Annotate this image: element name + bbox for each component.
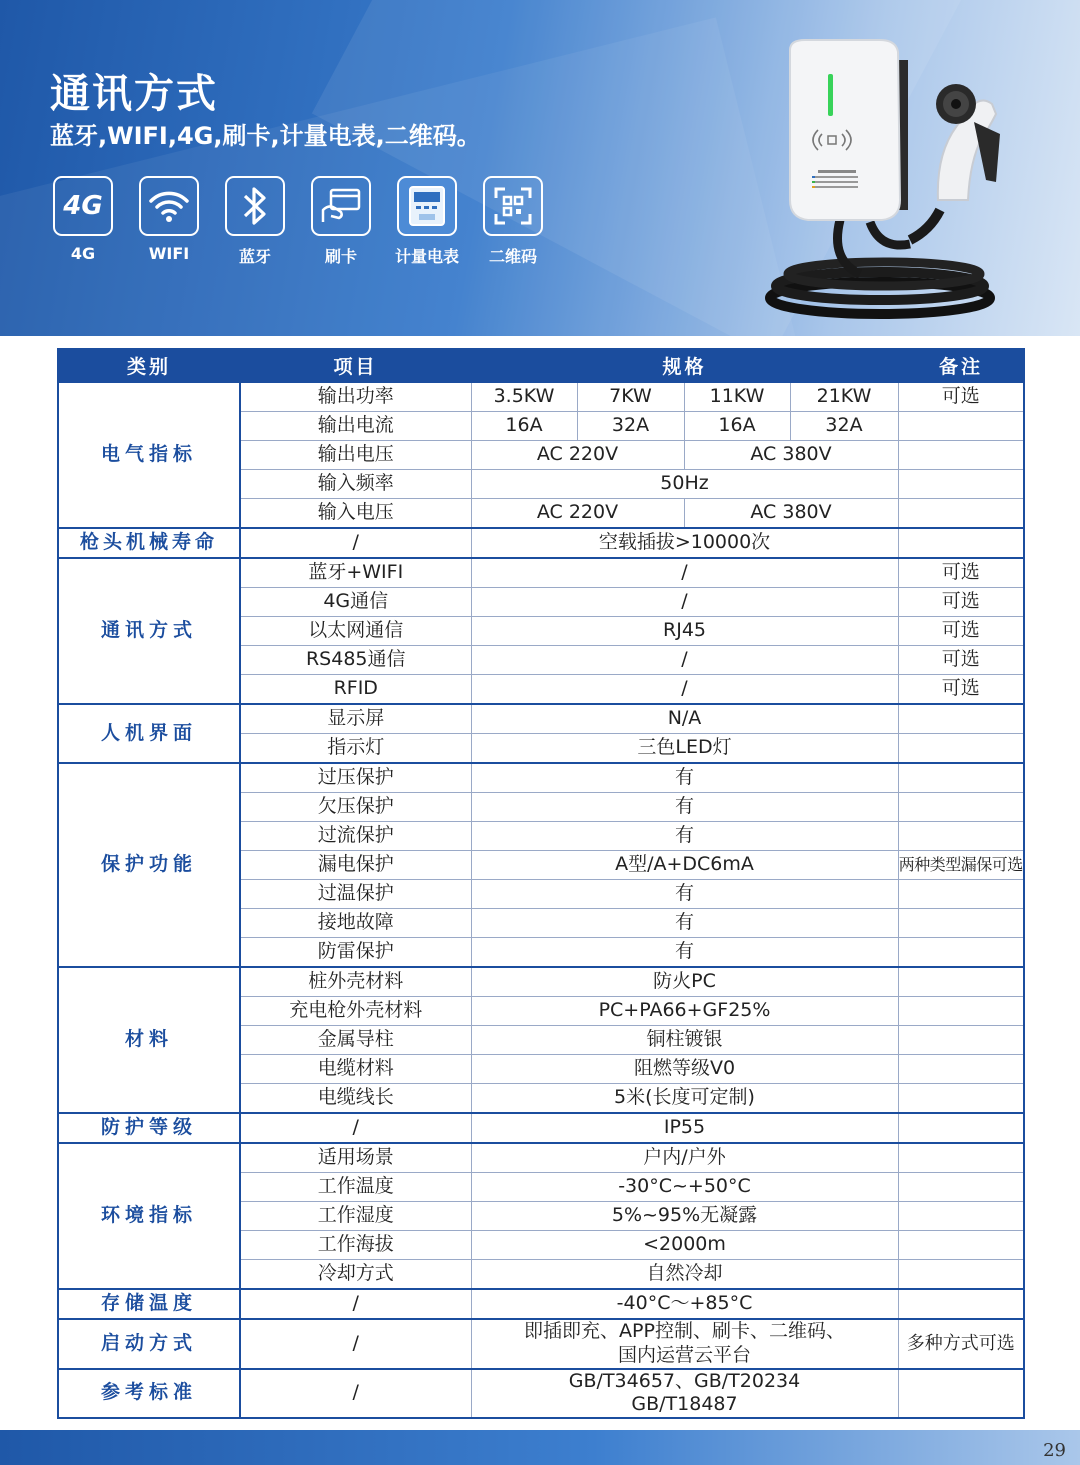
icon-item-4g — [50, 176, 116, 263]
spec-cell: A型/A+DC6mA — [471, 851, 898, 880]
footer-band — [0, 1430, 1080, 1465]
spec-cell: IP55 — [471, 1113, 898, 1143]
spec-cell: / — [471, 675, 898, 705]
item-cell: 防雷保护 — [240, 938, 471, 968]
item-cell: 冷却方式 — [240, 1260, 471, 1290]
icon-label: 蓝牙 — [238, 247, 271, 266]
spec-table — [57, 348, 1025, 1419]
spec-line: 国内运营云平台 — [618, 1343, 752, 1366]
table-row — [58, 704, 1024, 734]
item-cell: / — [240, 1289, 471, 1319]
spec-cell: PC+PA66+GF25% — [471, 997, 898, 1026]
spec-cell: 有 — [471, 763, 898, 793]
spec-cell: 32A — [577, 412, 684, 441]
spec-cell: AC 380V — [684, 441, 898, 470]
note-cell: 可选 — [898, 675, 1024, 705]
spec-cell: RJ45 — [471, 617, 898, 646]
spec-cell: 空载插拔>10000次 — [471, 528, 898, 558]
item-cell: 蓝牙+WIFI — [240, 558, 471, 588]
spec-cell: AC 380V — [684, 499, 898, 529]
table-row — [58, 1113, 1024, 1143]
item-cell: 输入频率 — [240, 470, 471, 499]
spec-cell: -30°C~+50°C — [471, 1173, 898, 1202]
note-cell — [898, 1369, 1024, 1419]
note-cell — [898, 1231, 1024, 1260]
icon-label: WIFI — [148, 244, 190, 263]
spec-cell: / — [471, 588, 898, 617]
category-comm: 通讯方式 — [58, 558, 240, 704]
spec-line: GB/T18487 — [631, 1393, 738, 1416]
item-cell: 4G通信 — [240, 588, 471, 617]
header-banner — [0, 0, 1080, 336]
item-cell: 漏电保护 — [240, 851, 471, 880]
note-cell: 可选 — [898, 382, 1024, 412]
spec-cell — [471, 1369, 898, 1419]
category-material: 材料 — [58, 967, 240, 1113]
item-cell: 充电枪外壳材料 — [240, 997, 471, 1026]
note-cell: 多种方式可选 — [898, 1319, 1024, 1369]
category-electrical: 电气指标 — [58, 382, 240, 528]
card-swipe-icon — [311, 176, 371, 236]
table-row — [58, 763, 1024, 793]
item-cell: RFID — [240, 675, 471, 705]
spec-cell: <2000m — [471, 1231, 898, 1260]
spec-cell: 7KW — [577, 382, 684, 412]
spec-cell: 有 — [471, 938, 898, 968]
spec-cell: 有 — [471, 880, 898, 909]
header-spec: 规格 — [471, 349, 898, 382]
table-row — [58, 558, 1024, 588]
page-number: 29 — [1043, 1440, 1066, 1461]
qr-code-icon — [483, 176, 543, 236]
item-cell: 过流保护 — [240, 822, 471, 851]
icon-item-card — [308, 176, 374, 266]
spec-cell: / — [471, 558, 898, 588]
icon-item-meter — [394, 176, 460, 266]
table-row — [58, 1369, 1024, 1419]
item-cell: 输出电压 — [240, 441, 471, 470]
header-category: 类别 — [58, 349, 240, 382]
item-cell: 工作海拔 — [240, 1231, 471, 1260]
icon-label: 刷卡 — [324, 247, 357, 266]
table-row — [58, 1143, 1024, 1173]
table-row — [58, 382, 1024, 412]
item-cell: 接地故障 — [240, 909, 471, 938]
spec-cell: 3.5KW — [471, 382, 577, 412]
icon-item-bluetooth — [222, 176, 288, 266]
note-cell: 可选 — [898, 646, 1024, 675]
item-cell: 指示灯 — [240, 734, 471, 764]
note-cell: 可选 — [898, 617, 1024, 646]
item-cell: RS485通信 — [240, 646, 471, 675]
note-cell: 可选 — [898, 558, 1024, 588]
note-cell — [898, 793, 1024, 822]
item-cell: 输出电流 — [240, 412, 471, 441]
icon-item-wifi — [136, 176, 202, 263]
note-cell — [898, 763, 1024, 793]
note-cell: 可选 — [898, 588, 1024, 617]
spec-cell: N/A — [471, 704, 898, 734]
note-cell — [898, 997, 1024, 1026]
spec-cell: 32A — [790, 412, 898, 441]
table-row — [58, 1289, 1024, 1319]
table-row — [58, 528, 1024, 558]
icon-label: 计量电表 — [394, 247, 459, 266]
note-cell — [898, 1055, 1024, 1084]
note-cell — [898, 938, 1024, 968]
item-cell: 输入电压 — [240, 499, 471, 529]
spec-cell: 5%~95%无凝露 — [471, 1202, 898, 1231]
item-cell: / — [240, 528, 471, 558]
spec-cell: AC 220V — [471, 441, 684, 470]
note-cell — [898, 1289, 1024, 1319]
note-cell — [898, 499, 1024, 529]
bluetooth-icon — [225, 176, 285, 236]
spec-cell: 有 — [471, 909, 898, 938]
icon-item-qr — [480, 176, 546, 266]
spec-cell: 21KW — [790, 382, 898, 412]
spec-line: GB/T34657、GB/T20234 — [568, 1369, 801, 1392]
header-note: 备注 — [898, 349, 1024, 382]
spec-cell: 三色LED灯 — [471, 734, 898, 764]
note-cell — [898, 1173, 1024, 1202]
spec-cell — [471, 1319, 898, 1369]
spec-cell: 有 — [471, 793, 898, 822]
item-cell: 欠压保护 — [240, 793, 471, 822]
4g-icon: 4G — [53, 176, 113, 236]
item-cell: 以太网通信 — [240, 617, 471, 646]
note-cell — [898, 734, 1024, 764]
note-cell: 两种类型漏保可选 — [898, 851, 1024, 880]
note-cell — [898, 1026, 1024, 1055]
item-cell: 电缆线长 — [240, 1084, 471, 1114]
note-cell — [898, 1260, 1024, 1290]
spec-line: 即插即充、APP控制、刷卡、二维码、 — [524, 1320, 845, 1342]
spec-cell: 有 — [471, 822, 898, 851]
note-cell — [898, 967, 1024, 997]
item-cell: 显示屏 — [240, 704, 471, 734]
table-row — [58, 967, 1024, 997]
spec-cell: 16A — [471, 412, 577, 441]
item-cell: 适用场景 — [240, 1143, 471, 1173]
note-cell — [898, 1084, 1024, 1114]
spec-cell: 5米(长度可定制) — [471, 1084, 898, 1114]
note-cell — [898, 909, 1024, 938]
category-standard: 参考标准 — [58, 1369, 240, 1419]
table-row — [58, 1319, 1024, 1369]
category-hmi: 人机界面 — [58, 704, 240, 763]
note-cell — [898, 441, 1024, 470]
meter-icon — [397, 176, 457, 236]
table-header-row — [58, 349, 1024, 382]
wifi-icon — [139, 176, 199, 236]
item-cell: 电缆材料 — [240, 1055, 471, 1084]
spec-cell: / — [471, 646, 898, 675]
item-cell: 过压保护 — [240, 763, 471, 793]
note-cell — [898, 1143, 1024, 1173]
note-cell — [898, 528, 1024, 558]
item-cell: 工作湿度 — [240, 1202, 471, 1231]
item-cell: 过温保护 — [240, 880, 471, 909]
category-ip: 防护等级 — [58, 1113, 240, 1143]
item-cell: 输出功率 — [240, 382, 471, 412]
spec-cell: 自然冷却 — [471, 1260, 898, 1290]
spec-cell: AC 220V — [471, 499, 684, 529]
note-cell — [898, 822, 1024, 851]
spec-cell: 铜柱镀银 — [471, 1026, 898, 1055]
spec-cell: -40°C～+85°C — [471, 1289, 898, 1319]
note-cell — [898, 1113, 1024, 1143]
spec-cell: 16A — [684, 412, 790, 441]
item-cell: 金属导柱 — [240, 1026, 471, 1055]
page-subtitle: 蓝牙,WIFI,4G,刷卡,计量电表,二维码。 — [50, 122, 481, 150]
category-environment: 环境指标 — [58, 1143, 240, 1289]
charger-product-image — [760, 30, 1060, 320]
item-cell: / — [240, 1319, 471, 1369]
note-cell — [898, 704, 1024, 734]
category-start: 启动方式 — [58, 1319, 240, 1369]
note-cell — [898, 412, 1024, 441]
note-cell — [898, 470, 1024, 499]
item-cell: / — [240, 1369, 471, 1419]
spec-cell: 防火PC — [471, 967, 898, 997]
category-life: 枪头机械寿命 — [58, 528, 240, 558]
header-item: 项目 — [240, 349, 471, 382]
page-title: 通讯方式 — [50, 71, 218, 117]
icon-label: 4G — [70, 244, 96, 263]
item-cell: 工作温度 — [240, 1173, 471, 1202]
spec-cell: 11KW — [684, 382, 790, 412]
category-protection: 保护功能 — [58, 763, 240, 967]
spec-cell: 50Hz — [471, 470, 898, 499]
spec-cell: 户内/户外 — [471, 1143, 898, 1173]
note-cell — [898, 1202, 1024, 1231]
icon-label: 二维码 — [488, 247, 537, 266]
spec-cell: 阻燃等级V0 — [471, 1055, 898, 1084]
item-cell: 桩外壳材料 — [240, 967, 471, 997]
category-storage: 存储温度 — [58, 1289, 240, 1319]
note-cell — [898, 880, 1024, 909]
item-cell: / — [240, 1113, 471, 1143]
